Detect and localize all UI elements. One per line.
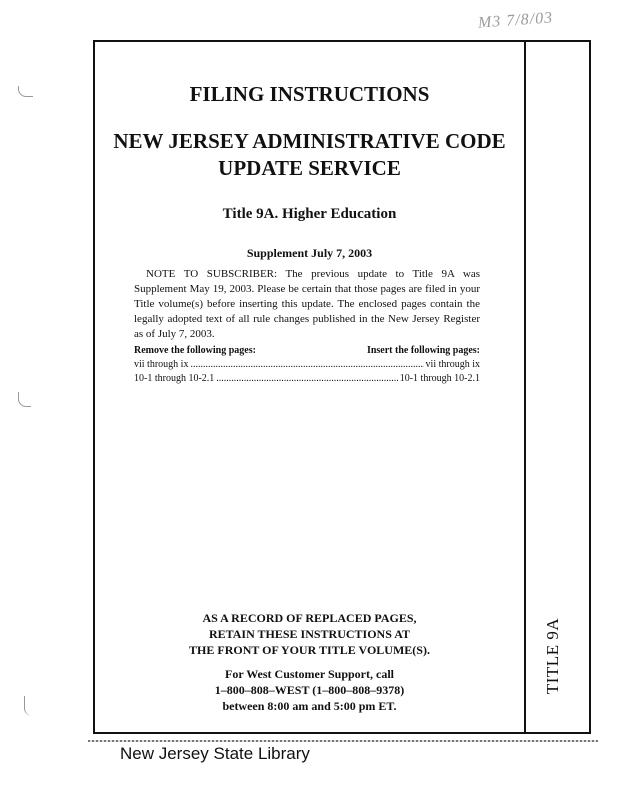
margin-mark (18, 86, 33, 97)
table-row (134, 372, 480, 386)
page-title: FILING INSTRUCTIONS (189, 82, 430, 106)
margin-mark (18, 392, 31, 407)
support-line: For West Customer Support, call (224, 667, 394, 681)
support-phone: 1–800–808–WEST (1–800–808–9378) (214, 683, 405, 697)
supplement-date: Supplement July 7, 2003 (246, 246, 373, 260)
side-tab-label: TITLE 9A (543, 617, 562, 695)
support-hours: between 8:00 am and 5:00 pm ET. (222, 699, 397, 713)
pages-table-header (134, 344, 480, 358)
remove-pages: vii through ix (134, 359, 189, 370)
remove-pages: 10-1 through 10-2.1 (134, 373, 215, 384)
remove-header: Remove the following pages: (134, 345, 256, 356)
record-line: AS A RECORD OF REPLACED PAGES, (202, 611, 417, 625)
subscriber-note: NOTE TO SUBSCRIBER: The previous update to Title 9A was Supplement May 19, 2003. Please be certain that those pages are filed in your Title volume(s) before inserting this update. The enclosed pages contain the legally adopted text of all rule changes published in the New Jersey Register as of July 7, 2003. (134, 268, 480, 340)
table-row (134, 358, 480, 372)
margin-mark (24, 696, 33, 716)
handwritten-stamp: M3 7/8/03 (477, 9, 554, 32)
title-code: Title 9A. Higher Education (222, 206, 397, 222)
record-notice (95, 610, 524, 658)
side-tab-divider (524, 40, 526, 734)
record-line: RETAIN THESE INSTRUCTIONS AT (208, 627, 411, 641)
scan-edge (88, 740, 598, 742)
insert-pages: 10-1 through 10-2.1 (399, 373, 480, 384)
insert-header: Insert the following pages: (366, 345, 480, 356)
page-subtitle (95, 128, 524, 182)
dot-leader (216, 372, 397, 386)
support-info (95, 666, 524, 714)
subtitle-line: NEW JERSEY ADMINISTRATIVE CODE (113, 129, 506, 153)
dot-leader (190, 358, 423, 372)
library-label: New Jersey State Library (120, 744, 310, 763)
subtitle-line: UPDATE SERVICE (218, 156, 401, 180)
insert-pages: vii through ix (425, 359, 480, 370)
record-line: THE FRONT OF YOUR TITLE VOLUME(S). (189, 643, 430, 657)
